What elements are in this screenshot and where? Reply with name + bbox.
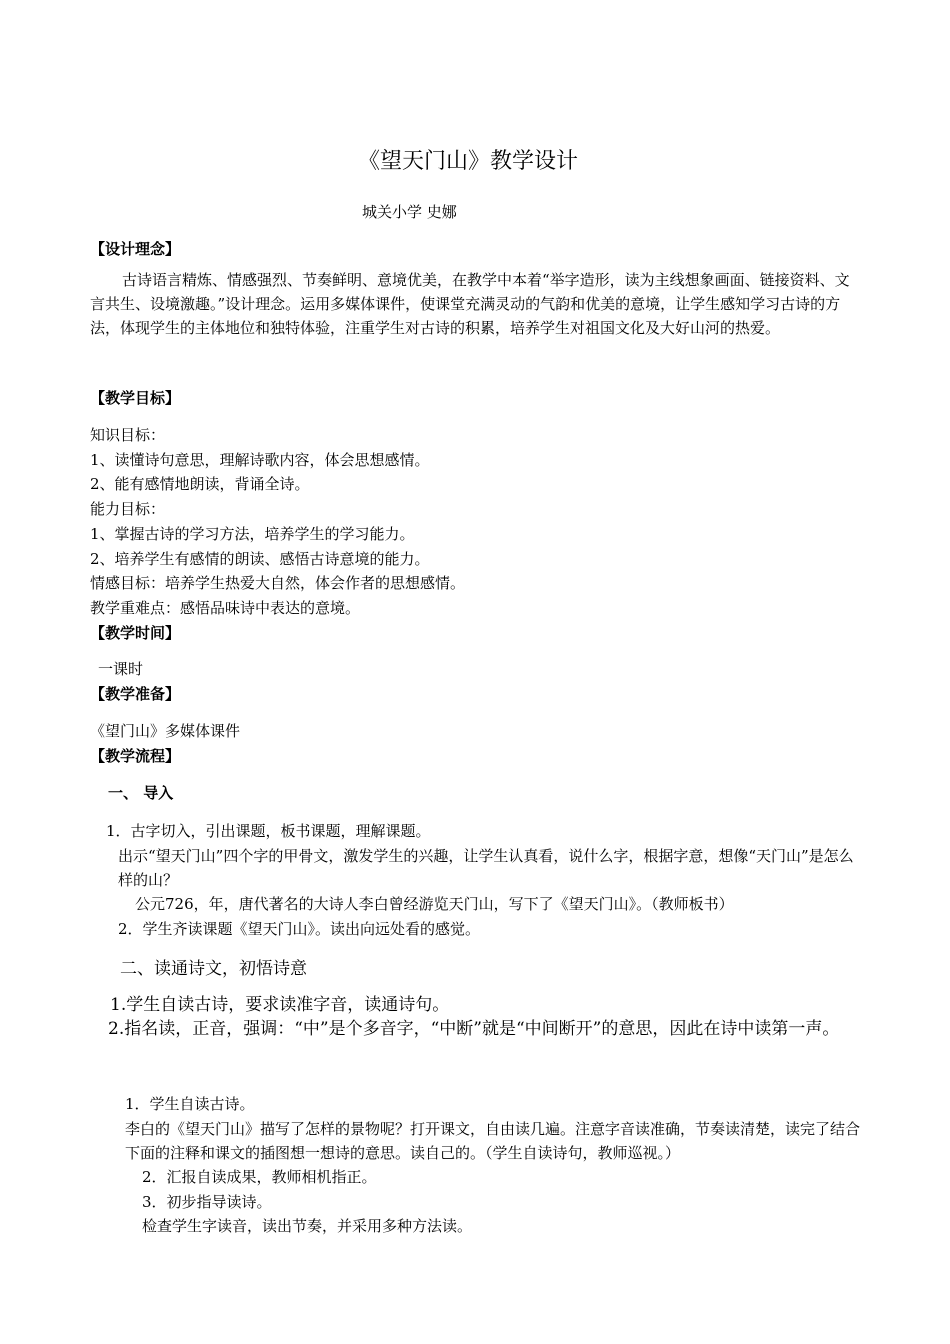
- step2-heading: 二、读通诗文，初悟诗意: [120, 959, 307, 979]
- step3-item: 2．汇报自读成果，教师相机指正。: [142, 1168, 377, 1186]
- goal-line: 2、能有感情地朗读，背诵全诗。: [90, 475, 310, 493]
- step1-heading: 一、 导入: [108, 784, 174, 802]
- goal-line: 教学重难点：感悟品味诗中表达的意境。: [90, 599, 361, 617]
- time-text: 一课时: [98, 660, 144, 678]
- goal-line: 知识目标：: [90, 426, 166, 444]
- step1-detail: 出示“望天门山”四个字的甲骨文，激发学生的兴趣，让学生认真看，说什么字，根据字意，想像“天门山”是怎么样的山？: [118, 847, 854, 889]
- section-heading-goals: 【教学目标】: [90, 389, 181, 407]
- section-heading-concept: 【设计理念】: [90, 240, 181, 258]
- step3-item: 1．学生自读古诗。: [125, 1095, 255, 1113]
- goal-line: 2、培养学生有感情的朗读、感悟古诗意境的能力。: [90, 550, 430, 568]
- step1-history: 公元726，年，唐代著名的大诗人李白曾经游览天门山，写下了《望天门山》。（教师板书）: [135, 895, 734, 913]
- page-title: 《望天门山》教学设计: [358, 149, 579, 174]
- concept-paragraph: 古诗语言精炼、情感强烈、节奏鲜明、意境优美，在教学中本着“举字造形，读为主线想象画面、链接资料、文言共生、设境激趣。”设计理念。运用多媒体课件，使课堂充满灵动的气韵和优美的意境，让学生感知学习古诗的方法，体现学生的主体地位和独特体验，注重学生对古诗的积累，培养学生对祖国文化及大好山河的热爱。: [90, 271, 850, 337]
- goal-line: 情感目标：培养学生热爱大自然，体会作者的思想感情。: [90, 574, 466, 592]
- step1-item: 1．古字切入，引出课题，板书课题，理解课题。: [106, 822, 431, 840]
- goal-line: 能力目标：: [90, 500, 166, 518]
- section-heading-time: 【教学时间】: [90, 624, 181, 642]
- section-heading-prep: 【教学准备】: [90, 685, 181, 703]
- step3-item: 3．初步指导读诗。: [142, 1193, 272, 1211]
- author-line: 城关小学 史娜: [362, 203, 457, 221]
- section-heading-flow: 【教学流程】: [90, 747, 181, 765]
- step3-detail: 检查学生字读音，读出节奏，并采用多种方法读。: [142, 1217, 473, 1235]
- step2-item: 2.指名读，正音，强调：“中”是个多音字，“中断”就是“中间断开”的意思，因此在诗中读第一声。: [108, 1019, 840, 1039]
- prep-text: 《望门山》多媒体课件: [90, 722, 241, 740]
- step3-detail: 李白的《望天门山》描写了怎样的景物呢？打开课文，自由读几遍。注意字音读准确，节奏读清楚，读完了结合下面的注释和课文的插图想一想诗的意思。读自己的。（学生自读诗句，教师巡视。）: [125, 1120, 861, 1162]
- step1-item: 2．学生齐读课题《望天门山》。读出向远处看的感觉。: [118, 920, 481, 938]
- goal-line: 1、读懂诗句意思，理解诗歌内容，体会思想感情。: [90, 451, 430, 469]
- goal-line: 1、掌握古诗的学习方法，培养学生的学习能力。: [90, 525, 415, 543]
- step2-item: 1.学生自读古诗，要求读准字音，读通诗句。: [110, 995, 450, 1015]
